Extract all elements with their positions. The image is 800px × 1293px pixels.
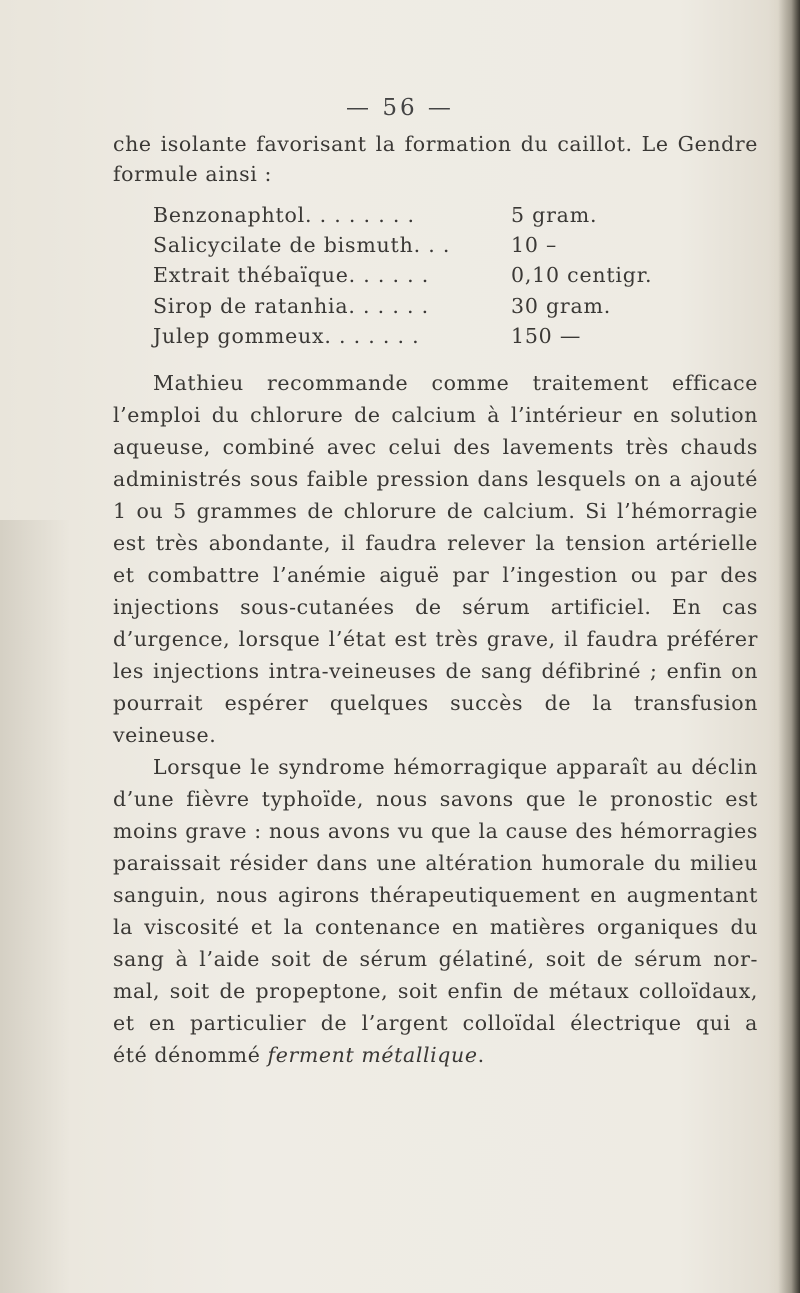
body-line: sang à l’aide soit de sérum gélatiné, soit de sérum nor-: [113, 947, 758, 971]
recipe-quantity: 0,10 centigr.: [511, 263, 653, 287]
body-line: pourrait espérer quelques succès de la transfusion: [113, 691, 758, 715]
intro-line: formule ainsi :: [113, 162, 273, 186]
body-line: Mathieu recommande comme traitement efficace: [153, 371, 758, 395]
body-line: moins grave : nous avons vu que la cause des hémorragies: [113, 819, 758, 843]
body-line: les injections intra-veineuses de sang défibriné ; enfin on: [113, 659, 758, 683]
recipe-ingredient: Sirop de ratanhia. . . . . .: [153, 294, 429, 318]
body-line: administrés sous faible pression dans lesquels on a ajouté: [113, 467, 758, 491]
recipe-ingredient: Julep gommeux. . . . . . .: [153, 324, 420, 348]
body-line: et combattre l’anémie aiguë par l’ingestion ou par des: [113, 563, 758, 587]
body-line-last: [113, 1043, 485, 1067]
recipe-quantity: 150 —: [511, 324, 582, 348]
last-line-suffix: .: [477, 1043, 485, 1067]
body-line: aqueuse, combiné avec celui des lavements très chauds: [113, 435, 758, 459]
last-line-prefix: été dénommé: [113, 1043, 268, 1067]
recipe-ingredient: Salicycilate de bismuth. . .: [153, 233, 451, 257]
recipe-quantity: 5 gram.: [511, 203, 598, 227]
page-number: — 56 —: [346, 95, 454, 121]
body-line: mal, soit de propeptone, soit enfin de métaux colloïdaux,: [113, 979, 758, 1003]
body-line: injections sous-cutanées de sérum artificiel. En cas: [113, 595, 758, 619]
recipe-ingredient: Benzonaphtol. . . . . . . .: [153, 203, 415, 227]
body-line: la viscosité et la contenance en matières organiques du: [113, 915, 758, 939]
body-line: veineuse.: [113, 723, 217, 747]
recipe-quantity: 30 gram.: [511, 294, 612, 318]
page-stain: [0, 520, 70, 1293]
body-line: Lorsque le syndrome hémorragique apparaît au déclin: [153, 755, 758, 779]
body-line: d’une fièvre typhoïde, nous savons que le pronostic est: [113, 787, 758, 811]
page-edge-shadow: [778, 0, 800, 1293]
body-line: d’urgence, lorsque l’état est très grave, il faudra préférer: [113, 627, 758, 651]
ferment-metallique-term: ferment métallique: [267, 1043, 478, 1067]
body-line: 1 ou 5 grammes de chlorure de calcium. Si l’hémorragie: [113, 499, 758, 523]
body-line: sanguin, nous agirons thérapeutiquement en augmentant: [113, 883, 758, 907]
body-line: est très abondante, il faudra relever la tension artérielle: [113, 531, 758, 555]
body-line: l’emploi du chlorure de calcium à l’intérieur en solution: [113, 403, 758, 427]
intro-line: che isolante favorisant la formation du caillot. Le Gendre: [113, 132, 758, 156]
body-line: paraissait résider dans une altération humorale du milieu: [113, 851, 758, 875]
recipe-quantity: 10 –: [511, 233, 558, 257]
body-line: et en particulier de l’argent colloïdal électrique qui a: [113, 1011, 758, 1035]
recipe-ingredient: Extrait thébaïque. . . . . .: [153, 263, 430, 287]
